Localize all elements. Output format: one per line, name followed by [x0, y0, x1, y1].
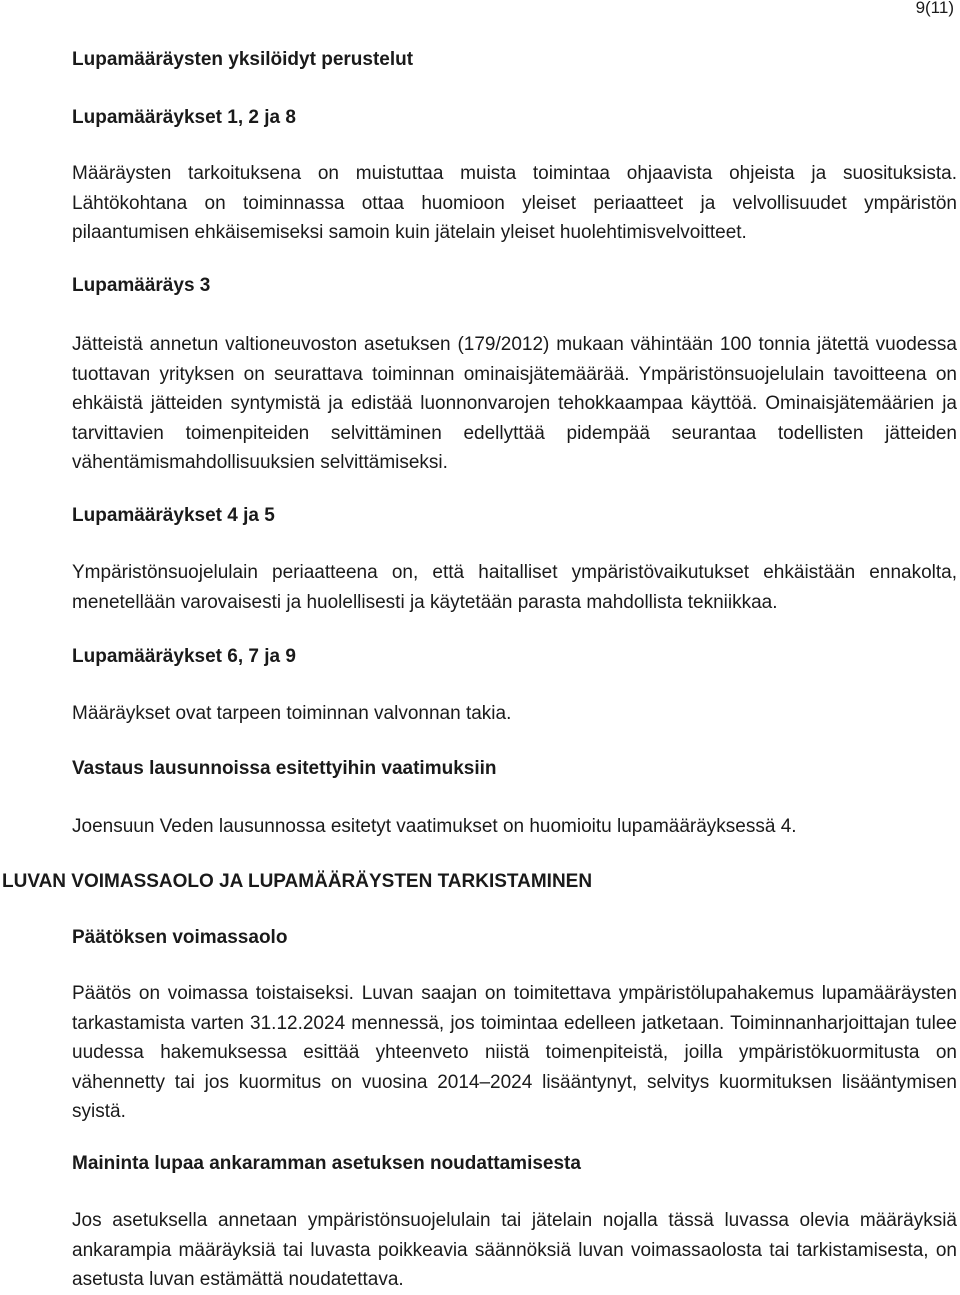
paragraph-lupamaarays-3: Jätteistä annetun valtioneuvoston asetuksen (179/2012) mukaan vähintään 100 tonnia jätettä vuodessa tuottavan yrityksen on seurattava toiminnan ominaisjätemäärää. Ympäristönsuojelulain tavoitteena on ehkäistä jätteiden syntymistä ja edistää luonnonvarojen tehokkaampaa käyttöä. Ominaisjätemäärien ja tarvittavien toimenpiteiden selvittäminen edellyttää pidempää seurantaa todellisten jätteiden vähentämismahdollisuuksien selvittämiseksi.: [72, 334, 957, 473]
paragraph-ankaramman-asetuksen: Jos asetuksella annetaan ympäristönsuojelulain tai jätelain nojalla tässä luvassa olevia määräyksiä ankarampia määräyksiä tai luvasta poikkeavia säännöksiä luvan voimassaolosta tai tarkistamisesta, on asetusta luvan estämättä noudatettava.: [72, 1210, 957, 1290]
paragraph-lupamaaraykset-1-2-8: Määräysten tarkoituksena on muistuttaa muista toimintaa ohjaavista ohjeista ja suosituksista. Lähtökohtana on toiminnassa ottaa huomioon yleiset periaatteet ja velvollisuudet ympäristön pilaantumisen ehkäisemiseksi samoin kuin jätelain yleiset huolehtimisvelvoitteet.: [72, 163, 957, 243]
section-heading-vastaus-lausunnoissa: Vastaus lausunnoissa esitettyihin vaatimuksiin: [72, 758, 497, 779]
section-heading-lupamaaraykset-6-7-9: Lupamääräykset 6, 7 ja 9: [72, 646, 296, 667]
paragraph-vastaus-lausunnoissa: Joensuun Veden lausunnossa esitetyt vaatimukset on huomioitu lupamääräyksessä 4.: [72, 816, 797, 837]
paragraph-lupamaaraykset-6-7-9: Määräykset ovat tarpeen toiminnan valvonnan takia.: [72, 703, 512, 724]
section-heading-ankaramman-asetuksen: Maininta lupaa ankaramman asetuksen noudattamisesta: [72, 1153, 581, 1174]
section-heading-paatoksen-voimassaolo: Päätöksen voimassaolo: [72, 927, 288, 948]
section-heading-lupamaaraykset-4-5: Lupamääräykset 4 ja 5: [72, 505, 275, 526]
paragraph-paatoksen-voimassaolo: Päätös on voimassa toistaiseksi. Luvan saajan on toimitettava ympäristölupahakemus lupamääräysten tarkastamista varten 31.12.2024 mennessä, jos toimintaa edelleen jatketaan. Toiminnanharjoittajan tulee uudessa hakemuksessa esittää yhteenveto niistä toimenpiteistä, joilla ympäristökuormitusta on vähennetty tai jos kuormitus on vuosina 2014–2024 lisääntynyt, selvitys kuormituksen lisääntymisen syistä.: [72, 983, 957, 1122]
section-heading-perustelut: Lupamääräysten yksilöidyt perustelut: [72, 49, 414, 70]
paragraph-lupamaaraykset-4-5: Ympäristönsuojelulain periaatteena on, että haitalliset ympäristövaikutukset ehkäistään ennakolta, menetellään varovaisesti ja huolellisesti ja käytetään parasta mahdollista tekniikkaa.: [72, 562, 957, 613]
section-heading-lupamaarays-3: Lupamääräys 3: [72, 275, 211, 296]
main-heading-luvan-voimassaolo: LUVAN VOIMASSAOLO JA LUPAMÄÄRÄYSTEN TARKISTAMINEN: [2, 871, 593, 892]
page-number: 9(11): [915, 0, 954, 17]
section-heading-lupamaaraykset-1-2-8: Lupamääräykset 1, 2 ja 8: [72, 107, 296, 128]
